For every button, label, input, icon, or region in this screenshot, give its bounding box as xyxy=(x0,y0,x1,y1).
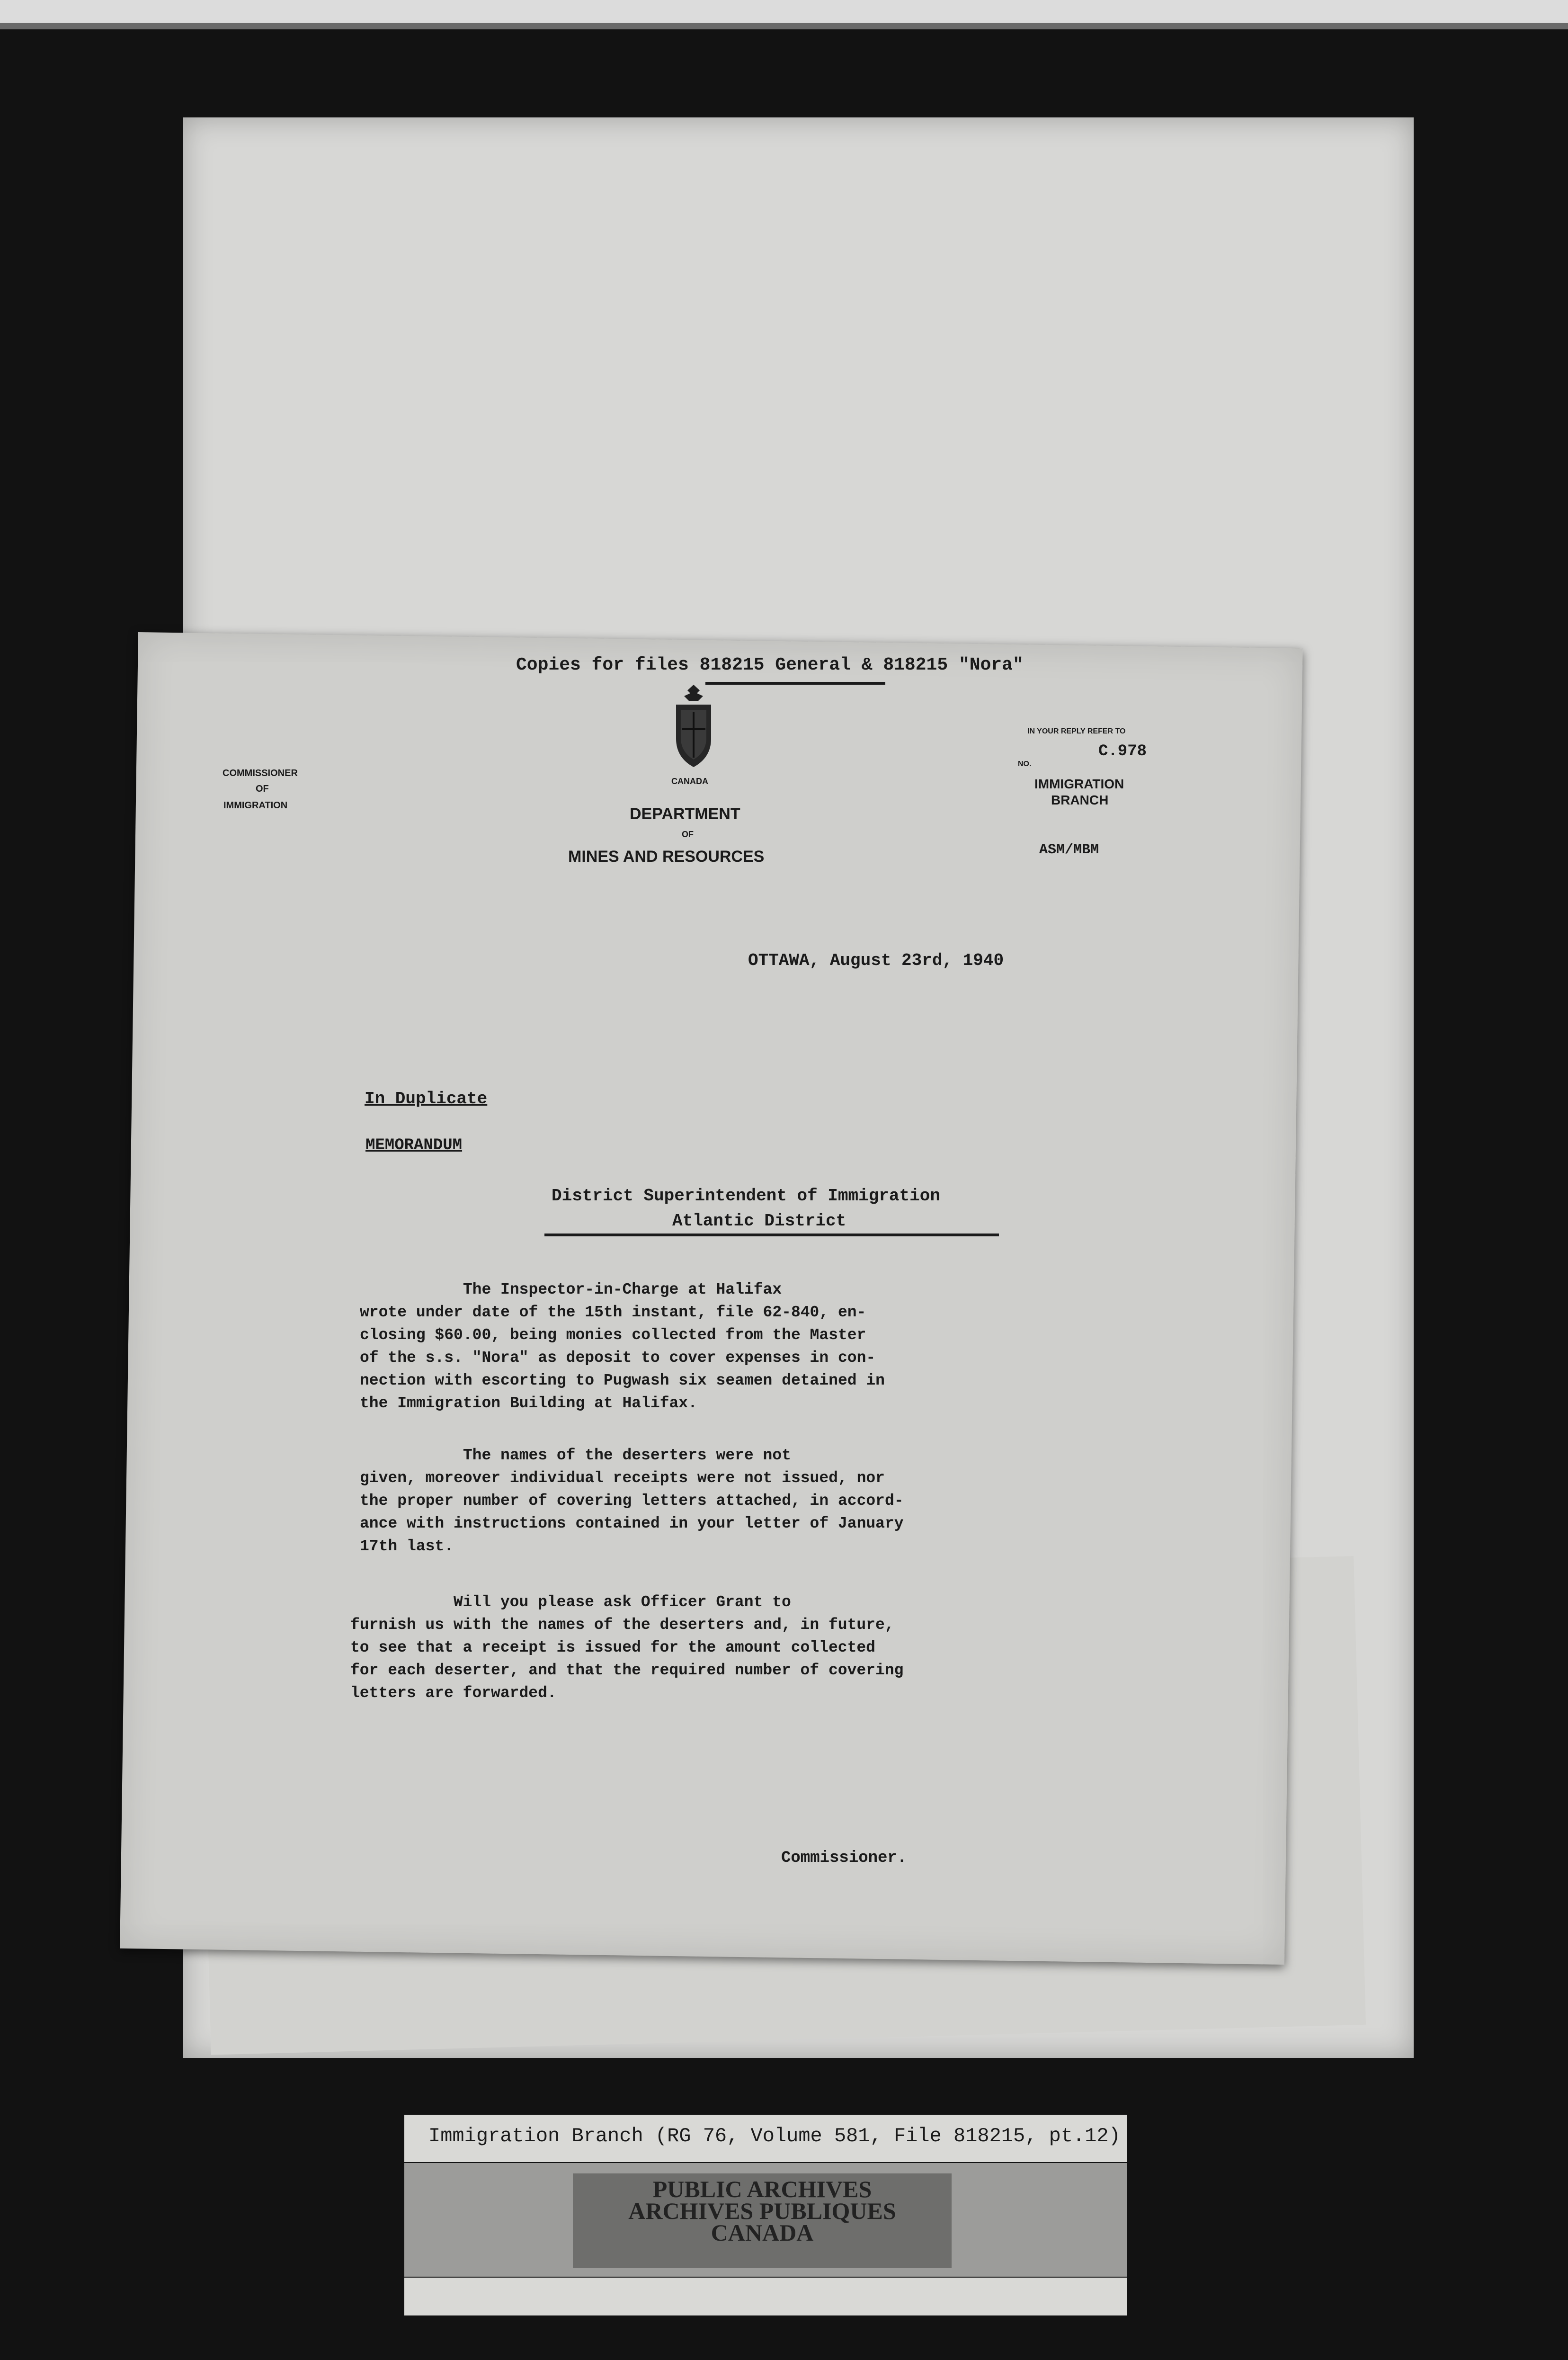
memo-type: MEMORANDUM xyxy=(365,1136,463,1154)
paragraph-line: given, moreover individual receipts were not issued, nor xyxy=(360,1469,885,1487)
department-of: OF xyxy=(682,830,694,839)
reply-prompt: IN YOUR REPLY REFER TO xyxy=(1027,727,1126,735)
duplicate-note: In Duplicate xyxy=(365,1089,488,1108)
paragraph-line: letters are forwarded. xyxy=(350,1684,557,1702)
branch-line-2: BRANCH xyxy=(1051,793,1109,807)
paragraph-line: the proper number of covering letters attached, in accord- xyxy=(360,1492,904,1510)
reference-initials: ASM/MBM xyxy=(1039,842,1099,858)
paragraph-2 xyxy=(360,1444,1075,1558)
paragraph-line: furnish us with the names of the deserters and, in future, xyxy=(350,1616,894,1634)
addressee-line-2: Atlantic District xyxy=(672,1211,846,1231)
paragraph-line: 17th last. xyxy=(360,1538,454,1555)
film-edge-shadow xyxy=(0,23,1568,29)
signature-line: Commissioner. xyxy=(781,1849,907,1867)
paragraph-line: nection with escorting to Pugwash six seamen detained in xyxy=(360,1372,885,1389)
no-label: NO. xyxy=(1018,760,1032,768)
archive-stamp-line-3: CANADA xyxy=(711,2219,814,2246)
paragraph-line: The Inspector-in-Charge at Halifax xyxy=(360,1281,782,1298)
paragraph-line: The names of the deserters were not xyxy=(360,1447,791,1464)
paragraph-line: to see that a receipt is issued for the amount collected xyxy=(350,1639,875,1656)
branch-line-1: IMMIGRATION xyxy=(1034,777,1124,791)
office-line-2: OF xyxy=(256,784,269,794)
copies-line: Copies for files 818215 General & 818215 "Nora" xyxy=(516,655,1024,675)
addressee-line-1: District Superintendent of Immigration xyxy=(552,1186,940,1206)
office-line-1: COMMISSIONER xyxy=(223,768,298,778)
paragraph-line: wrote under date of the 15th instant, file 62-840, en- xyxy=(360,1304,866,1321)
paragraph-line: the Immigration Building at Halifax. xyxy=(360,1395,697,1412)
reference-number: C.978 xyxy=(1098,742,1147,760)
archive-citation: Immigration Branch (RG 76, Volume 581, File 818215, pt.12) xyxy=(428,2125,1121,2147)
paragraph-line: ance with instructions contained in your letter of January xyxy=(360,1515,904,1532)
crest-label: CANADA xyxy=(671,777,708,786)
place-date: OTTAWA, August 23rd, 1940 xyxy=(748,951,1004,970)
archive-stamp-line-1: PUBLIC ARCHIVES xyxy=(652,2176,872,2202)
paragraph-line: Will you please ask Officer Grant to xyxy=(350,1593,791,1611)
paragraph-line: closing $60.00, being monies collected from the Master xyxy=(360,1326,866,1344)
paragraph-1 xyxy=(360,1278,1075,1415)
archive-stamp-line-2: ARCHIVES PUBLIQUES xyxy=(628,2198,896,2224)
ministry-heading: MINES AND RESOURCES xyxy=(568,848,765,866)
paragraph-line: of the s.s. "Nora" as deposit to cover expenses in con- xyxy=(360,1349,876,1367)
paragraph-line: for each deserter, and that the required number of covering xyxy=(350,1662,904,1679)
addressee-underline xyxy=(544,1234,999,1236)
copies-underline xyxy=(705,682,885,685)
paragraph-3 xyxy=(350,1591,1079,1705)
office-line-3: IMMIGRATION xyxy=(223,800,288,811)
department-heading: DEPARTMENT xyxy=(630,805,740,823)
canada-crest-icon xyxy=(668,682,720,772)
archive-label-bottom-strip xyxy=(404,2278,1127,2315)
